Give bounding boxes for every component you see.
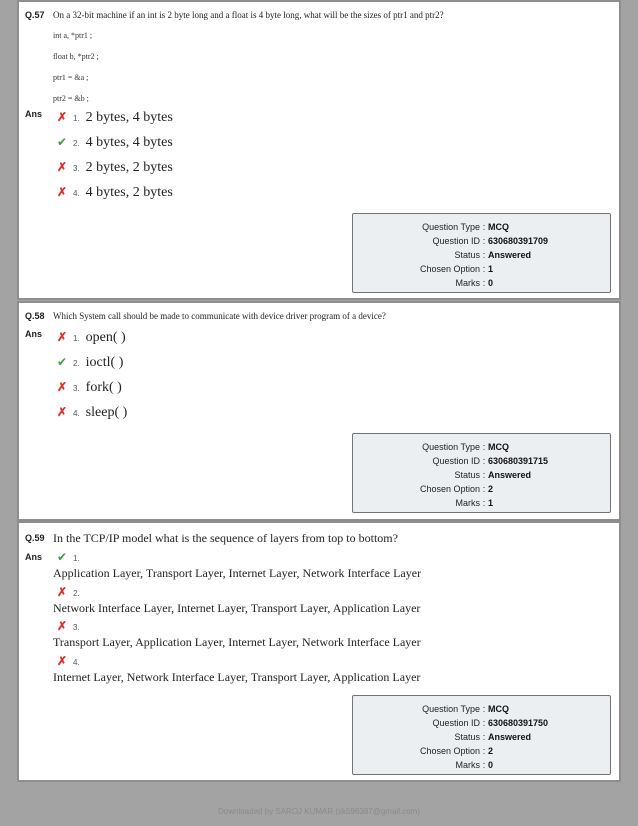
check-icon: ✔	[57, 355, 68, 369]
cross-icon: ✗	[57, 654, 68, 668]
info-row-id: Question ID : 630680391709	[432, 236, 549, 246]
option-number: 4.	[73, 658, 80, 667]
info-row-id: Question ID : 630680391750	[432, 718, 549, 728]
question-number: Q.59	[25, 533, 45, 543]
option-4-text: Internet Layer, Network Interface Layer, Transport Layer, Application Layer	[53, 670, 421, 684]
download-footer: Downloaded by SAROJ KUMAR (sk596387@gmail.com)	[218, 807, 420, 816]
option-number: 4.	[73, 409, 80, 418]
info-row-type: Question Type : MCQ	[422, 222, 509, 232]
code-line: float b, *ptr2 ;	[53, 52, 99, 61]
option-number: 3.	[73, 623, 80, 632]
option-2	[57, 135, 173, 151]
info-row-chosen: Chosen Option : 2	[419, 746, 494, 756]
question-text: On a 32-bit machine if an int is 2 byte long and a float is 4 byte long, what will be the sizes of ptr1 and ptr2?	[53, 10, 444, 20]
cross-icon: ✗	[57, 160, 68, 174]
option-text: sleep( )	[85, 405, 128, 420]
question-info-panel	[352, 213, 611, 293]
ans-label: Ans	[25, 329, 43, 339]
info-row-chosen: Chosen Option : 2	[419, 484, 494, 494]
option-1-text: Application Layer, Transport Layer, Internet Layer, Network Interface Layer	[53, 566, 422, 580]
question-number: Q.58	[25, 311, 45, 321]
info-row-type: Question Type : MCQ	[422, 442, 509, 452]
option-2	[57, 355, 123, 371]
option-1	[57, 330, 126, 346]
option-1	[57, 110, 173, 126]
option-text: 4 bytes, 4 bytes	[85, 135, 173, 150]
option-text: open( )	[85, 330, 126, 345]
cross-icon: ✗	[57, 619, 68, 633]
cross-icon: ✗	[57, 330, 68, 344]
ans-label: Ans	[25, 109, 43, 119]
question-text: Which System call should be made to communicate with device driver program of a device?	[53, 311, 386, 321]
question-info-panel	[352, 433, 611, 513]
option-2-text: Network Interface Layer, Internet Layer, Transport Layer, Application Layer	[53, 601, 421, 615]
info-row-status: Status : Answered	[454, 732, 532, 742]
question-card-58	[17, 301, 621, 521]
option-3	[57, 160, 173, 176]
option-number: 4.	[73, 189, 80, 198]
option-4-marker	[57, 655, 86, 667]
code-line: int a, *ptr1 ;	[53, 31, 93, 40]
option-3	[57, 380, 122, 396]
option-number: 3.	[73, 164, 80, 173]
question-number: Q.57	[25, 10, 45, 20]
option-3-marker	[57, 620, 86, 632]
option-number: 1.	[73, 554, 80, 563]
info-row-type: Question Type : MCQ	[422, 704, 509, 714]
option-3-text: Transport Layer, Application Layer, Internet Layer, Network Interface Layer	[53, 635, 421, 649]
cross-icon: ✗	[57, 110, 68, 124]
info-row-id: Question ID : 630680391715	[432, 456, 549, 466]
cross-icon: ✗	[57, 405, 68, 419]
option-number: 1.	[73, 334, 80, 343]
info-row-marks: Marks : 1	[455, 498, 494, 508]
info-row-status: Status : Answered	[454, 470, 532, 480]
option-text: fork( )	[85, 380, 122, 395]
question-info-panel	[352, 695, 611, 775]
question-card-57	[17, 0, 621, 300]
check-icon: ✔	[57, 135, 68, 149]
option-2-marker	[57, 586, 86, 598]
question-text: In the TCP/IP model what is the sequence of layers from top to bottom?	[53, 531, 398, 545]
check-icon: ✔	[57, 550, 68, 564]
ans-label: Ans	[25, 552, 43, 562]
option-4	[57, 405, 127, 421]
cross-icon: ✗	[57, 380, 68, 394]
option-text: 2 bytes, 4 bytes	[85, 110, 173, 125]
option-number: 1.	[73, 114, 80, 123]
question-card-59	[17, 521, 621, 782]
option-number: 3.	[73, 384, 80, 393]
code-line: ptr1 = &a ;	[53, 73, 89, 82]
code-line: ptr2 = &b ;	[53, 94, 89, 103]
option-text: 2 bytes, 2 bytes	[85, 160, 173, 175]
cross-icon: ✗	[57, 185, 68, 199]
option-text: 4 bytes, 2 bytes	[85, 185, 173, 200]
option-number: 2.	[73, 589, 80, 598]
option-number: 2.	[73, 359, 80, 368]
info-row-marks: Marks : 0	[455, 760, 494, 770]
option-4	[57, 185, 173, 201]
info-row-status: Status : Answered	[454, 250, 532, 260]
option-text: ioctl( )	[85, 355, 124, 370]
info-row-chosen: Chosen Option : 1	[419, 264, 494, 274]
option-number: 2.	[73, 139, 80, 148]
info-row-marks: Marks : 0	[455, 278, 494, 288]
cross-icon: ✗	[57, 585, 68, 599]
option-1-marker	[57, 551, 86, 563]
